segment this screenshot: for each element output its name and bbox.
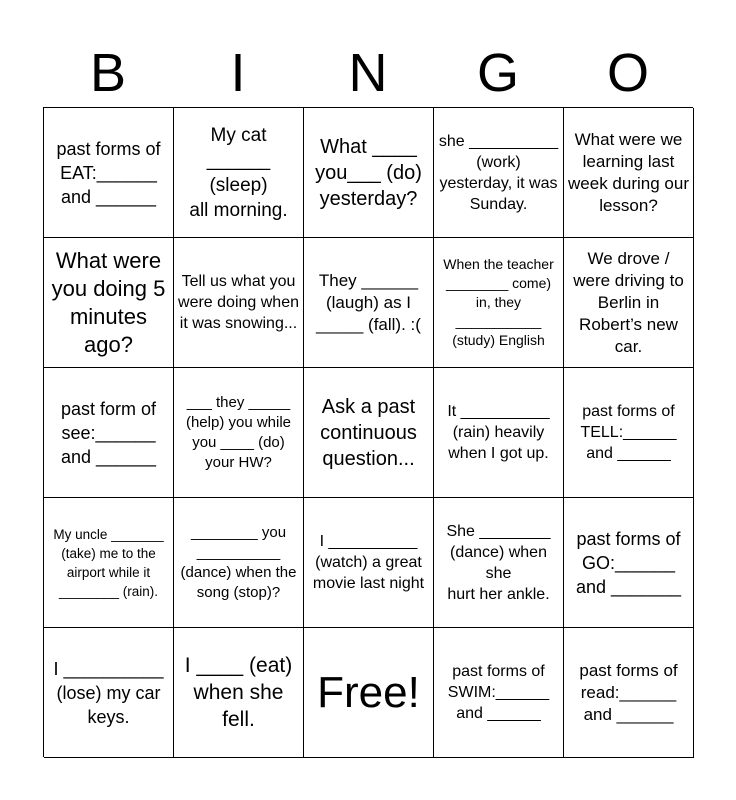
cell-text: I __________ (lose) my car keys. [53,658,164,727]
header-letter-o: O [606,43,649,103]
bingo-cell-r3c3 [304,368,434,498]
bingo-cell-r2c1 [44,238,174,368]
bingo-cell-r1c4 [434,108,564,238]
cell-text: I ____ (eat) when she fell. [184,654,293,731]
header-letter-i: I [230,43,246,103]
bingo-cell-r5c5 [564,628,694,758]
bingo-cell-r1c2 [174,108,304,238]
cell-text: ________ you __________ (dance) when the song (stop)? [180,523,297,601]
cell-text: My uncle _______ (take) me to the airport while it ________ (rain). [53,526,164,599]
bingo-cell-r2c2 [174,238,304,368]
cell-text: They ______ (laugh) as I _____ (fall). :( [316,270,421,334]
header-letter-b: B [89,43,127,103]
free-space-text: Free! [317,667,420,717]
cell-text: I __________ (watch) a great movie last night [312,533,425,592]
bingo-cell-r4c5 [564,498,694,628]
bingo-cell-r2c5 [564,238,694,368]
cell-text: past forms of TELL:______ and ______ [580,403,677,462]
bingo-cell-free [304,628,434,758]
bingo-cell-r2c3 [304,238,434,368]
bingo-header [43,40,693,106]
bingo-cell-r4c3 [304,498,434,628]
cell-text: Tell us what you were doing when it was snowing... [178,273,299,332]
cell-text: What were you doing 5 minutes ago? [51,247,166,357]
cell-text: It __________ (rain) heavily when I got up. [447,403,550,462]
bingo-cell-r3c4 [434,368,564,498]
header-letter-g: G [476,43,519,103]
cell-text: she __________ (work) yesterday, it was Sunday. [438,132,559,213]
cell-text: When the teacher ________ come) in, they ___________ (study) English [443,256,554,348]
bingo-cell-r4c2 [174,498,304,628]
cell-text: What ____ you___ (do) yesterday? [315,135,422,210]
bingo-cell-r2c4 [434,238,564,368]
bingo-cell-r1c3 [304,108,434,238]
cell-text: My cat ______ (sleep) all morning. [189,124,288,221]
bingo-cell-r5c2 [174,628,304,758]
cell-text: past form of see:______ and ______ [60,398,157,467]
bingo-cell-r5c4 [434,628,564,758]
cell-text: past forms of read:______ and ______ [579,660,678,724]
bingo-cell-r1c1 [44,108,174,238]
header-letter-n: N [348,43,388,103]
bingo-board [43,107,693,757]
bingo-cell-r1c5 [564,108,694,238]
cell-text: ___ they _____ (help) you while you ____ (do) your HW? [185,393,292,471]
bingo-cell-r4c1 [44,498,174,628]
bingo-cell-r3c5 [564,368,694,498]
cell-text: Ask a past continuous question... [320,395,417,470]
cell-text: She ________ (dance) when she hurt her ankle. [446,522,551,603]
cell-text: past forms of GO:______ and _______ [575,528,682,597]
cell-text: What were we learning last week during our lesson? [568,129,689,215]
cell-text: We drove / were driving to Berlin in Robert’s new car. [573,248,684,356]
bingo-cell-r3c1 [44,368,174,498]
bingo-cell-r3c2 [174,368,304,498]
bingo-cell-r4c4 [434,498,564,628]
cell-text: past forms of EAT:______ and ______ [56,138,161,207]
bingo-cell-r5c1 [44,628,174,758]
cell-text: past forms of SWIM:______ and ______ [447,663,550,722]
